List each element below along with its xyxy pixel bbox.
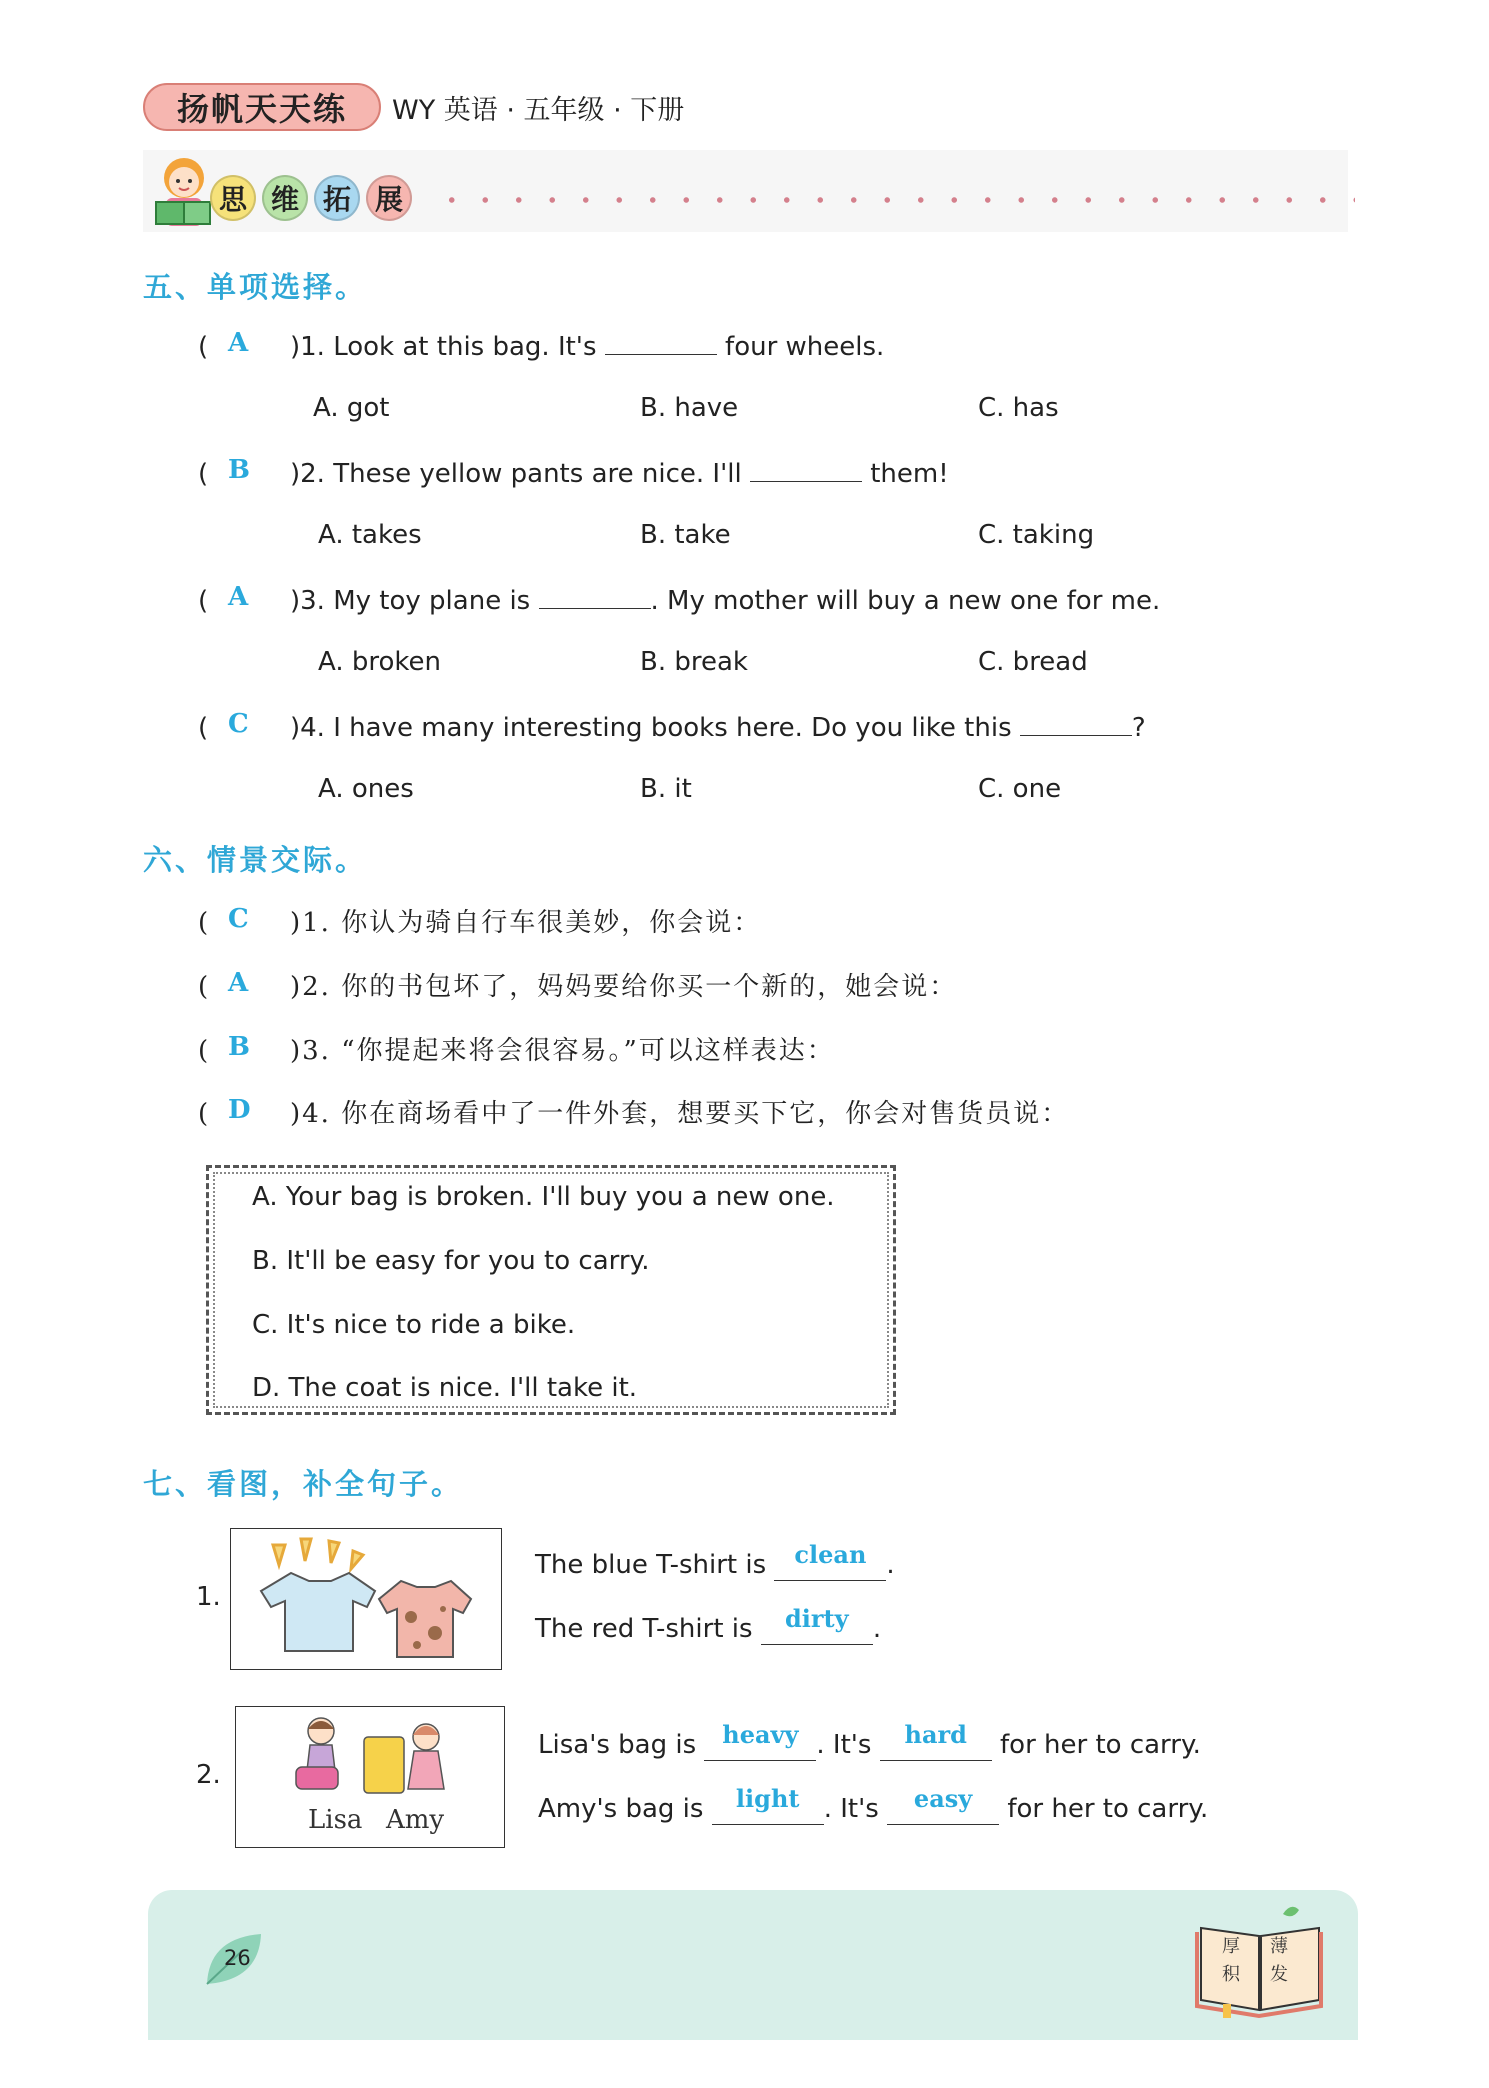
s5-answer-3: A	[228, 582, 249, 612]
banner-char-4: 展	[366, 175, 412, 221]
banner-char-3: 拓	[314, 175, 360, 221]
s5-question-2: ( B )2. These yellow pants are nice. I'll them!	[198, 455, 949, 489]
section5-title: 五、单项选择。	[143, 270, 368, 304]
s7-item1-line2-post: .	[872, 1614, 882, 1644]
s7-item2-answer2: hard	[904, 1720, 967, 1749]
label-amy: Amy	[386, 1805, 445, 1835]
s5-question-3: ( A )3. My toy plane is . My mother will buy a new one for me.	[198, 582, 1161, 616]
s5-q4-option-c: C. one	[978, 774, 1062, 804]
s5-blank-3	[539, 584, 651, 609]
s5-q2-option-c: C. taking	[978, 520, 1095, 550]
s7-item2-line2-mid: . It's	[823, 1794, 879, 1824]
footer-band	[148, 1890, 1358, 2040]
girls-bags-picture	[235, 1706, 505, 1848]
tshirts-illustration	[231, 1529, 500, 1668]
s6-text-3: )3. “你提起来将会很容易。”可以这样表达：	[290, 1036, 835, 1066]
s6-question-2: ( A )2. 你的书包坏了，妈妈要给你买一个新的，她会说：	[198, 968, 958, 1002]
s5-q4-option-a: A. ones	[318, 774, 414, 804]
s6-answer-4: D	[228, 1095, 253, 1125]
s6-choice-a: A. Your bag is broken. I'll buy you a new one.	[252, 1182, 835, 1212]
s5-q1-option-a: A. got	[313, 393, 390, 423]
s7-item2-answer4: easy	[913, 1784, 973, 1813]
s7-item1-answer2: dirty	[785, 1604, 849, 1633]
s7-item1-line1-pre: The blue T-shirt is	[535, 1550, 767, 1580]
book-char-2: 薄	[1270, 1936, 1288, 1957]
open-book-icon	[1195, 1900, 1325, 2020]
s7-item2-blank1	[704, 1720, 816, 1761]
s5-question-4: ( C )4. I have many interesting books here. Do you like this ?	[198, 709, 1146, 743]
s5-blank-1	[605, 330, 717, 355]
s7-item1-line1-post: .	[886, 1550, 895, 1580]
book-title: WY 英语 · 五年级 · 下册	[392, 95, 685, 126]
s7-item2-number: 2.	[196, 1760, 221, 1790]
s5-stem-1-pre: )1. Look at this bag. It's	[290, 332, 597, 362]
section7-title: 七、看图，补全句子。	[143, 1467, 464, 1501]
s6-text-1: )1. 你认为骑自行车很美妙，你会说：	[290, 908, 762, 938]
s5-q3-option-b: B. break	[640, 647, 748, 677]
label-lisa: Lisa	[308, 1805, 363, 1835]
banner-char-1: 思	[210, 175, 256, 221]
s5-answer-2: B	[228, 455, 250, 485]
s7-item2-line1	[538, 1720, 1201, 1761]
s7-item2-blank2	[880, 1720, 992, 1761]
s6-question-3: ( B )3. “你提起来将会很容易。”可以这样表达：	[198, 1032, 835, 1066]
s7-item1-blank2	[761, 1604, 873, 1645]
s7-item2-line2	[538, 1784, 1209, 1825]
s7-item2-answer1: heavy	[722, 1720, 799, 1749]
s6-answer-1: C	[228, 904, 251, 934]
page-number: 26	[224, 1946, 251, 1970]
s5-q2-option-a: A. takes	[318, 520, 422, 550]
s5-stem-4-post: ?	[1131, 713, 1146, 743]
s5-stem-3-pre: )3. My toy plane is	[290, 586, 531, 616]
tshirts-picture	[230, 1528, 502, 1670]
s7-item1-blank1	[774, 1540, 886, 1581]
brand-badge: 扬帆天天练	[143, 83, 381, 131]
s6-answer-2: A	[228, 968, 251, 998]
s7-item1-number: 1.	[196, 1582, 221, 1612]
s5-q2-option-b: B. take	[640, 520, 731, 550]
s6-choice-c: C. It's nice to ride a bike.	[252, 1310, 576, 1340]
banner-dots	[435, 197, 1355, 203]
s5-blank-2	[750, 457, 862, 482]
book-char-4: 发	[1270, 1964, 1288, 1985]
s6-text-2: )2. 你的书包坏了，妈妈要给你买一个新的，她会说：	[290, 972, 958, 1002]
s6-question-4: ( D )4. 你在商场看中了一件外套，想要买下它，你会对售货员说：	[198, 1095, 1070, 1129]
s5-blank-4	[1020, 711, 1132, 736]
s5-question-1: ( A )1. Look at this bag. It's four wheels.	[198, 328, 885, 362]
s5-answer-1: A	[228, 328, 249, 358]
s5-q3-option-a: A. broken	[318, 647, 441, 677]
s7-item2-line1-post: for her to carry.	[1000, 1730, 1201, 1760]
s6-text-4: )4. 你在商场看中了一件外套，想要买下它，你会对售货员说：	[290, 1099, 1070, 1129]
s7-item2-line2-pre: Amy's bag is	[538, 1794, 704, 1824]
book-char-1: 厚	[1222, 1936, 1240, 1957]
s7-item2-line2-post: for her to carry.	[1007, 1794, 1209, 1824]
s7-item1-line1	[535, 1540, 895, 1581]
s5-q3-option-c: C. bread	[978, 647, 1088, 677]
s7-item2-blank4	[887, 1784, 999, 1825]
s6-choice-b: B. It'll be easy for you to carry.	[252, 1246, 650, 1276]
girls-bags-illustration	[236, 1707, 503, 1807]
s5-stem-3-post: . My mother will buy a new one for me.	[650, 586, 1161, 616]
s7-item1-line2-pre: The red T-shirt is	[535, 1614, 753, 1644]
s7-item1-answer1: clean	[794, 1540, 867, 1569]
s7-item1-line2	[535, 1604, 882, 1645]
s6-choice-d: D. The coat is nice. I'll take it.	[252, 1373, 638, 1403]
s5-q1-option-c: C. has	[978, 393, 1059, 423]
banner-char-2: 维	[262, 175, 308, 221]
s5-q4-option-b: B. it	[640, 774, 692, 804]
reading-girl-icon	[148, 150, 218, 234]
s5-q1-option-b: B. have	[640, 393, 739, 423]
s7-item2-answer3: light	[735, 1784, 800, 1813]
book-char-3: 积	[1222, 1964, 1240, 1985]
s6-answer-3: B	[228, 1032, 252, 1062]
s5-stem-2-pre: )2. These yellow pants are nice. I'll	[290, 459, 742, 489]
s5-stem-2-post: them!	[870, 459, 949, 489]
s7-item2-line1-pre: Lisa's bag is	[538, 1730, 697, 1760]
s5-stem-4-pre: )4. I have many interesting books here. Do you like this	[290, 713, 1012, 743]
s7-item2-line1-mid: . It's	[816, 1730, 872, 1760]
section6-title: 六、情景交际。	[143, 843, 368, 877]
s5-answer-4: C	[228, 709, 249, 739]
s5-stem-1-post: four wheels.	[725, 332, 885, 362]
s6-question-1: ( C )1. 你认为骑自行车很美妙，你会说：	[198, 904, 762, 938]
s7-item2-blank3	[712, 1784, 824, 1825]
